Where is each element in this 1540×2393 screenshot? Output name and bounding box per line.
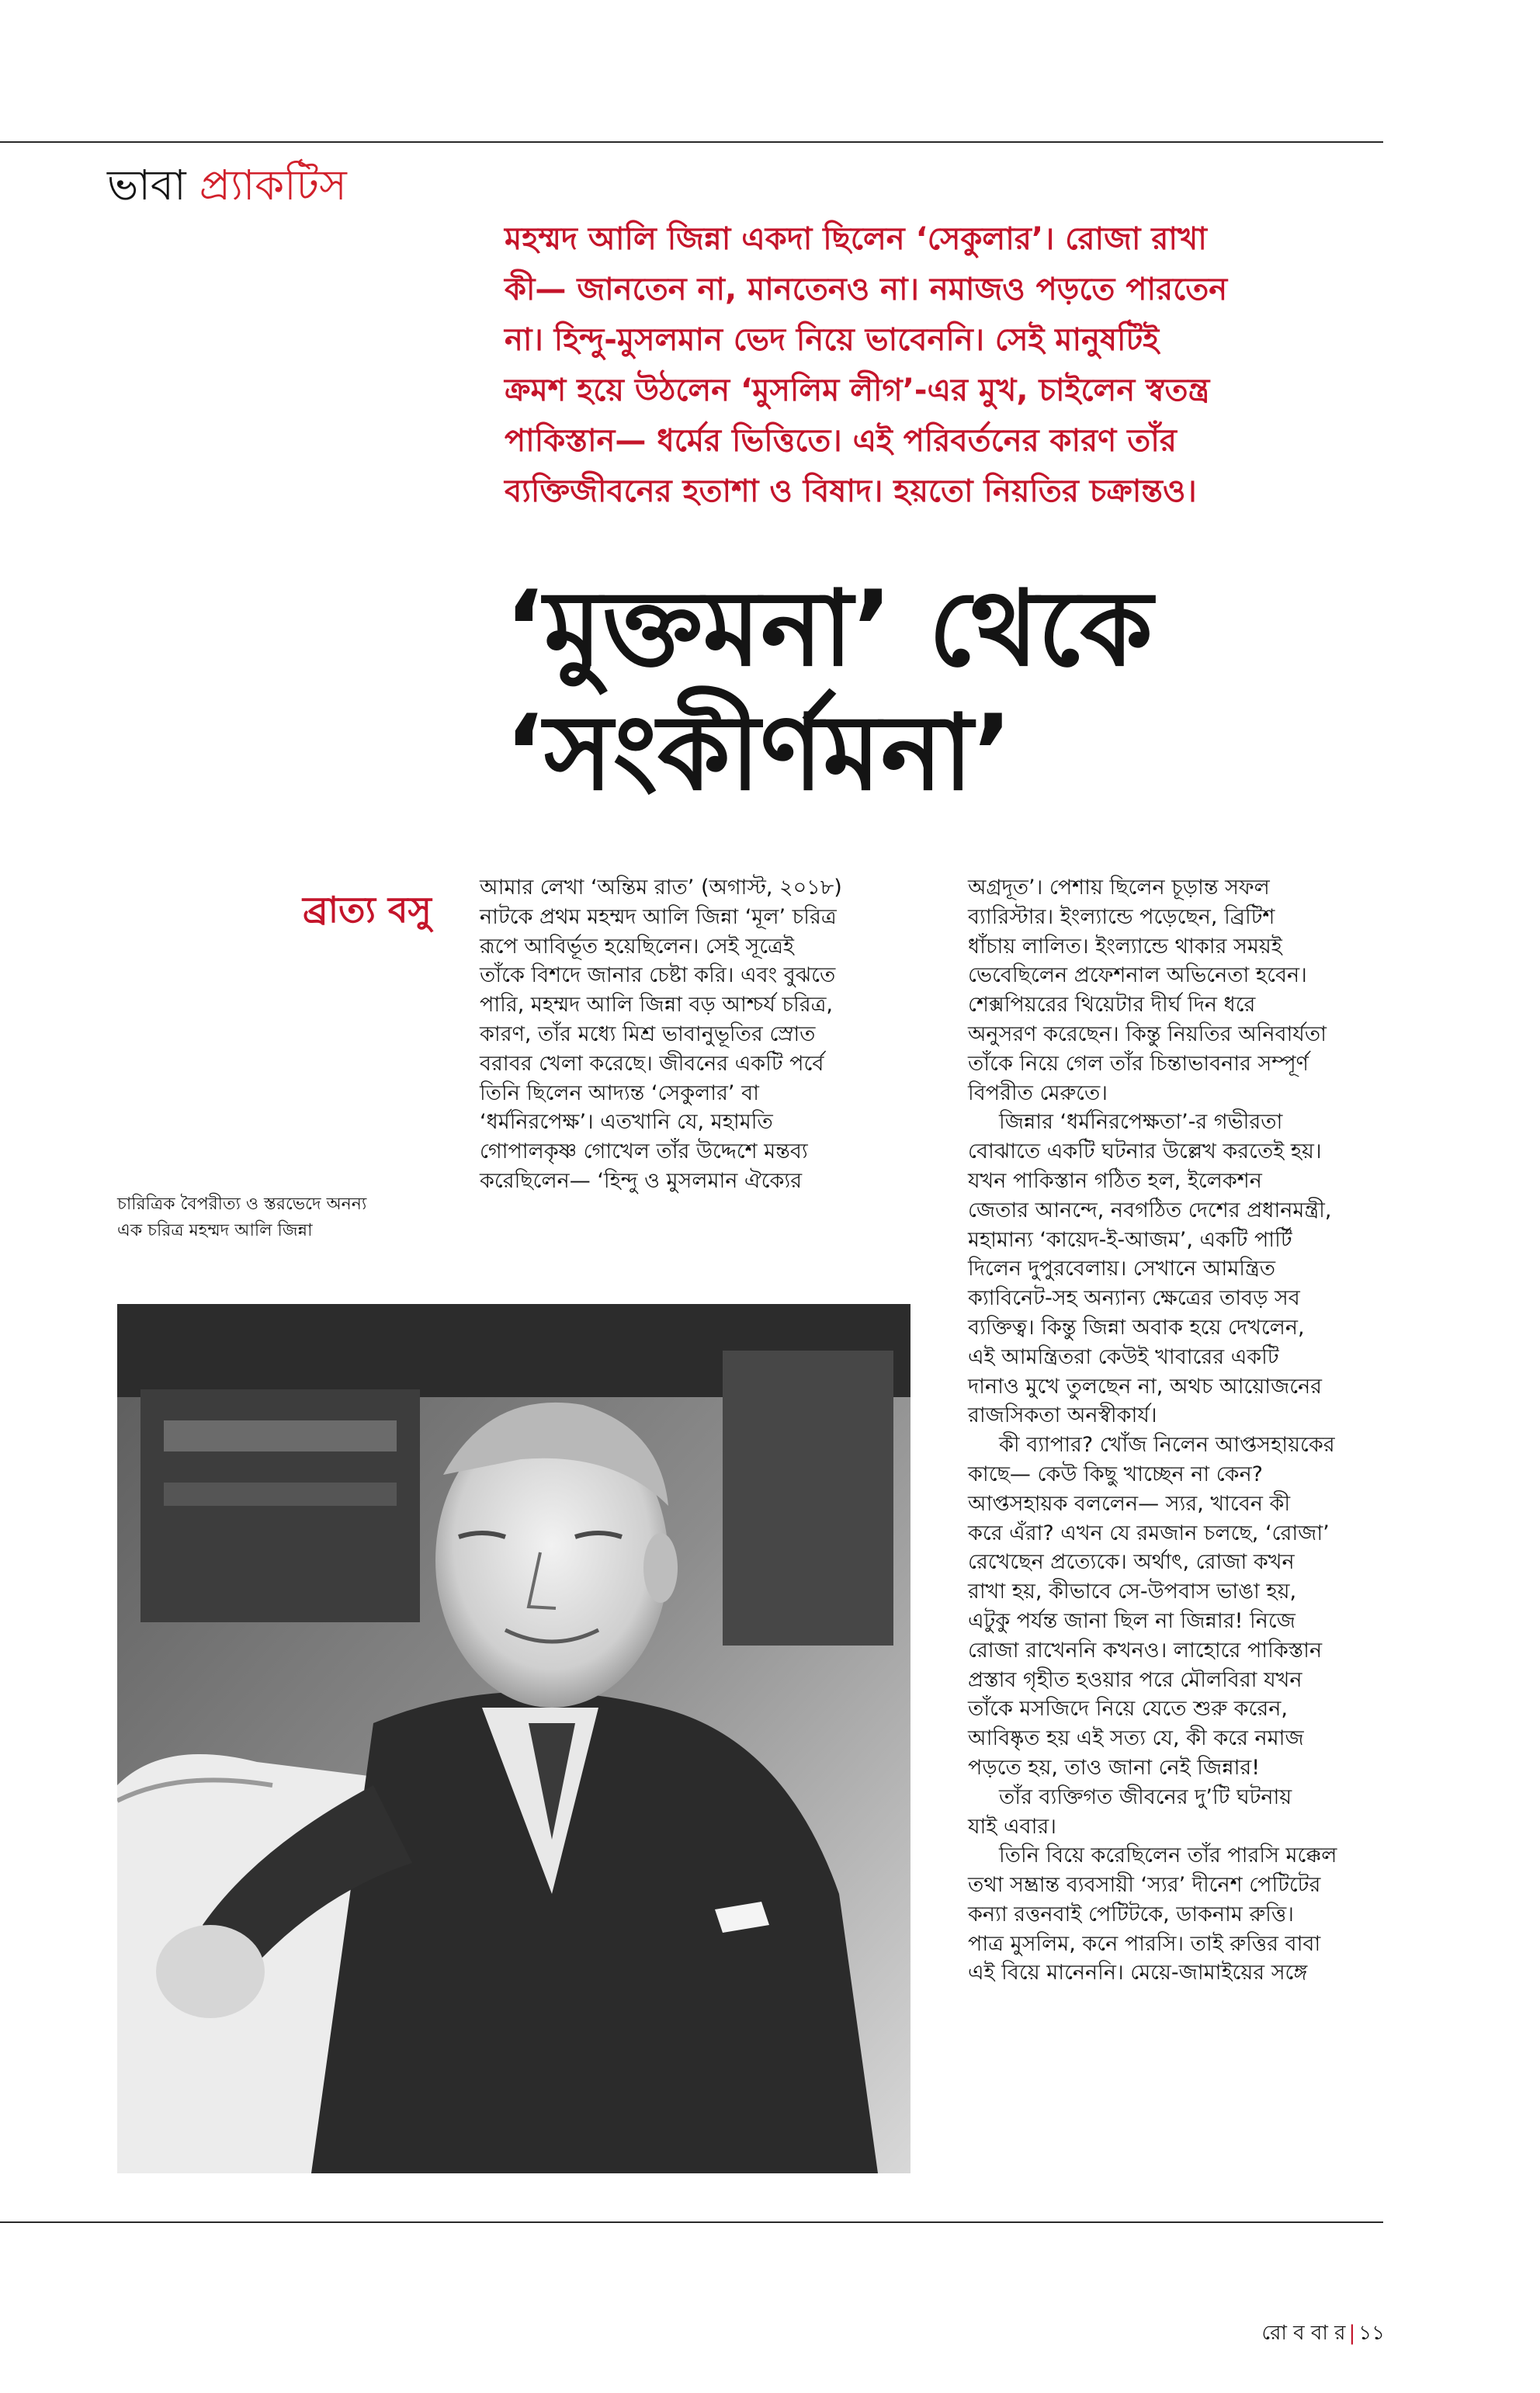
body-line: কাছে— কেউ কিছু খাচ্ছেন না কেন? bbox=[968, 1462, 1264, 1486]
body-line: পারি, মহম্মদ আলি জিন্না বড় আশ্চর্য চরিত্র, bbox=[480, 993, 834, 1018]
body-line: আবিষ্কৃত হয় এই সত্য যে, কী করে নমাজ bbox=[968, 1726, 1304, 1751]
portrait-illustration bbox=[117, 1304, 910, 2173]
body-column-1 bbox=[480, 873, 914, 1196]
body-line: কী ব্যাপার? খোঁজ নিলেন আপ্তসহায়কের bbox=[999, 1433, 1335, 1458]
body-line: আমার লেখা ‘অন্তিম রাত’ (অগাস্ট, ২০১৮) bbox=[480, 876, 842, 900]
section-word-1: ভাবা bbox=[107, 161, 186, 210]
body-line: বিপরীত মেরুতে। bbox=[968, 1080, 1108, 1105]
body-line: দিলেন দুপুরবেলায়। সেখানে আমন্ত্রিত bbox=[968, 1257, 1276, 1281]
body-line: শেক্সপিয়রের থিয়েটার দীর্ঘ দিন ধরে bbox=[968, 993, 1256, 1018]
body-line: বোঝাতে একটি ঘটনার উল্লেখ করতেই হয়। bbox=[968, 1139, 1322, 1164]
bottom-rule bbox=[0, 2221, 1383, 2223]
body-line: অনুসরণ করেছেন। কিন্তু নিয়তির অনিবার্যতা bbox=[968, 1021, 1327, 1046]
body-line: গোপালকৃষ্ণ গোখেল তাঁর উদ্দেশে মন্তব্য bbox=[480, 1139, 808, 1164]
byline: ব্রাত্য বসু bbox=[303, 889, 432, 931]
body-line: কারণ, তাঁর মধ্যে মিশ্র ভাবানুভূতির স্রোত bbox=[480, 1021, 816, 1046]
body-line: ক্যাবিনেট-সহ অন্যান্য ক্ষেত্রের তাবড় সব bbox=[968, 1286, 1300, 1311]
body-line: পাত্র মুসলিম, কনে পারসি। তাই রুত্তির বাবা bbox=[968, 1931, 1321, 1956]
standfirst-line: ব্যক্তিজীবনের হতাশা ও বিষাদ। হয়তো নিয়তির চক্রান্তও। bbox=[505, 473, 1197, 509]
body-line: করে এঁরা? এখন যে রমজান চলছে, ‘রোজা’ bbox=[968, 1521, 1330, 1545]
body-line: পড়তে হয়, তাও জানা নেই জিন্নার! bbox=[968, 1755, 1261, 1780]
body-line: তিনি ছিলেন আদ্যন্ত ‘সেকুলার’ বা bbox=[480, 1080, 759, 1105]
photo-caption bbox=[117, 1191, 366, 1244]
headline bbox=[505, 567, 1382, 815]
body-line: তথা সম্ভ্রান্ত ব্যবসায়ী ‘স্যর’ দীনেশ পেটিটের bbox=[968, 1873, 1321, 1898]
body-line: তাঁকে নিয়ে গেল তাঁর চিন্তাভাবনার সম্পূর্ণ bbox=[968, 1051, 1309, 1076]
standfirst bbox=[505, 214, 1382, 517]
body-line: ধাঁচায় লালিত। ইংল্যান্ডে থাকার সময়ই bbox=[968, 934, 1282, 959]
body-line: অগ্রদূত’। পেশায় ছিলেন চূড়ান্ত সফল bbox=[968, 876, 1270, 900]
body-line: এটুকু পর্যন্ত জানা ছিল না জিন্নার! নিজে bbox=[968, 1608, 1295, 1633]
headline-line-2: ‘সংকীর্ণমনা’ bbox=[505, 692, 1013, 813]
body-line: দানাও মুখে তুলছেন না, অথচ আয়োজনের bbox=[968, 1374, 1323, 1399]
caption-line: এক চরিত্র মহম্মদ আলি জিন্না bbox=[117, 1221, 313, 1240]
body-line: ‘ধর্মনিরপেক্ষ’। এতখানি যে, মহামতি bbox=[480, 1110, 773, 1135]
body-line: তাঁকে মসজিদে নিয়ে যেতে শুরু করেন, bbox=[968, 1697, 1288, 1722]
caption-line: চারিত্রিক বৈপরীত্য ও স্তরভেদে অনন্য bbox=[117, 1195, 367, 1214]
section-word-2: প্র্যাকটিস bbox=[199, 161, 347, 210]
body-line: ব্যারিস্টার। ইংল্যান্ডে পড়েছেন, ব্রিটিশ bbox=[968, 904, 1275, 929]
page-folio bbox=[1262, 2317, 1385, 2351]
body-line: কন্যা রত্তনবাই পেটিটকে, ডাকনাম রুত্তি। bbox=[968, 1902, 1294, 1927]
body-line: তাঁকে বিশদে জানার চেষ্টা করি। এবং বুঝতে bbox=[480, 963, 836, 988]
body-line: ব্যক্তিত্ব। কিন্তু জিন্না অবাক হয়ে দেখলেন, bbox=[968, 1315, 1305, 1340]
body-line: বরাবর খেলা করেছে। জীবনের একটি পর্বে bbox=[480, 1051, 824, 1076]
body-line: রাজসিকতা অনস্বীকার্য। bbox=[968, 1403, 1157, 1428]
body-line: জেতার আনন্দে, নবগঠিত দেশের প্রধানমন্ত্রী, bbox=[968, 1198, 1332, 1223]
standfirst-line: ক্রমশ হয়ে উঠলেন ‘মুসলিম লীগ’-এর মুখ, চাইলেন স্বতন্ত্র bbox=[505, 373, 1210, 408]
body-line: রোজা রাখেননি কখনও। লাহোরে পাকিস্তান bbox=[968, 1638, 1323, 1663]
headline-line-1: ‘মুক্তমনা’ থেকে bbox=[505, 568, 1153, 689]
portrait-photo bbox=[117, 1304, 910, 2173]
top-rule bbox=[0, 141, 1383, 143]
body-line: যাই এবার। bbox=[968, 1814, 1056, 1839]
body-line: তাঁর ব্যক্তিগত জীবনের দু’টি ঘটনায় bbox=[999, 1784, 1292, 1809]
body-line: আপ্তসহায়ক বললেন— স্যর, খাবেন কী bbox=[968, 1491, 1291, 1516]
body-line: মহামান্য ‘কায়েদ-ই-আজম’, একটি পার্টি bbox=[968, 1227, 1292, 1252]
body-line: রূপে আবির্ভূত হয়েছিলেন। সেই সূত্রেই bbox=[480, 934, 794, 959]
standfirst-line: কী— জানতেন না, মানতেনও না। নমাজও পড়তে পারতেন bbox=[505, 272, 1228, 307]
body-column-2 bbox=[968, 873, 1403, 1988]
body-line: তিনি বিয়ে করেছিলেন তাঁর পারসি মক্কেল bbox=[999, 1843, 1337, 1868]
section-tag bbox=[107, 161, 347, 210]
body-line: রাখা হয়, কীভাবে সে-উপবাস ভাঙা হয়, bbox=[968, 1580, 1297, 1604]
body-line: জিন্নার ‘ধর্মনিরপেক্ষতা’-র গভীরতা bbox=[999, 1110, 1283, 1135]
body-line: এই বিয়ে মানেননি। মেয়ে-জামাইয়ের সঙ্গে bbox=[968, 1961, 1308, 1985]
body-line: নাটকে প্রথম মহম্মদ আলি জিন্না ‘মূল’ চরিত্র bbox=[480, 904, 837, 929]
body-line: রেখেছেন প্রত্যেকে। অর্থাৎ, রোজা কখন bbox=[968, 1550, 1295, 1575]
folio-separator: | bbox=[1348, 2322, 1356, 2345]
standfirst-line: না। হিন্দু-মুসলমান ভেদ নিয়ে ভাবেননি। সেই মানুষটিই bbox=[505, 322, 1160, 358]
body-line: এই আমন্ত্রিতরা কেউই খাবারের একটি bbox=[968, 1344, 1279, 1369]
page-number: ১১ bbox=[1358, 2322, 1385, 2345]
standfirst-line: পাকিস্তান— ধর্মের ভিত্তিতে। এই পরিবর্তনের কারণ তাঁর bbox=[505, 423, 1177, 459]
body-line: করেছিলেন— ‘হিন্দু ও মুসলমান ঐক্যের bbox=[480, 1168, 803, 1193]
body-line: ভেবেছিলেন প্রফেশনাল অভিনেতা হবেন। bbox=[968, 963, 1307, 988]
standfirst-line: মহম্মদ আলি জিন্না একদা ছিলেন ‘সেকুলার’। রোজা রাখা bbox=[505, 221, 1207, 257]
body-line: যখন পাকিস্তান গঠিত হল, ইলেকশন bbox=[968, 1168, 1262, 1193]
body-line: প্রস্তাব গৃহীত হওয়ার পরে মৌলবিরা যখন bbox=[968, 1667, 1302, 1692]
publication-name: রো ব বা র bbox=[1261, 2322, 1346, 2345]
